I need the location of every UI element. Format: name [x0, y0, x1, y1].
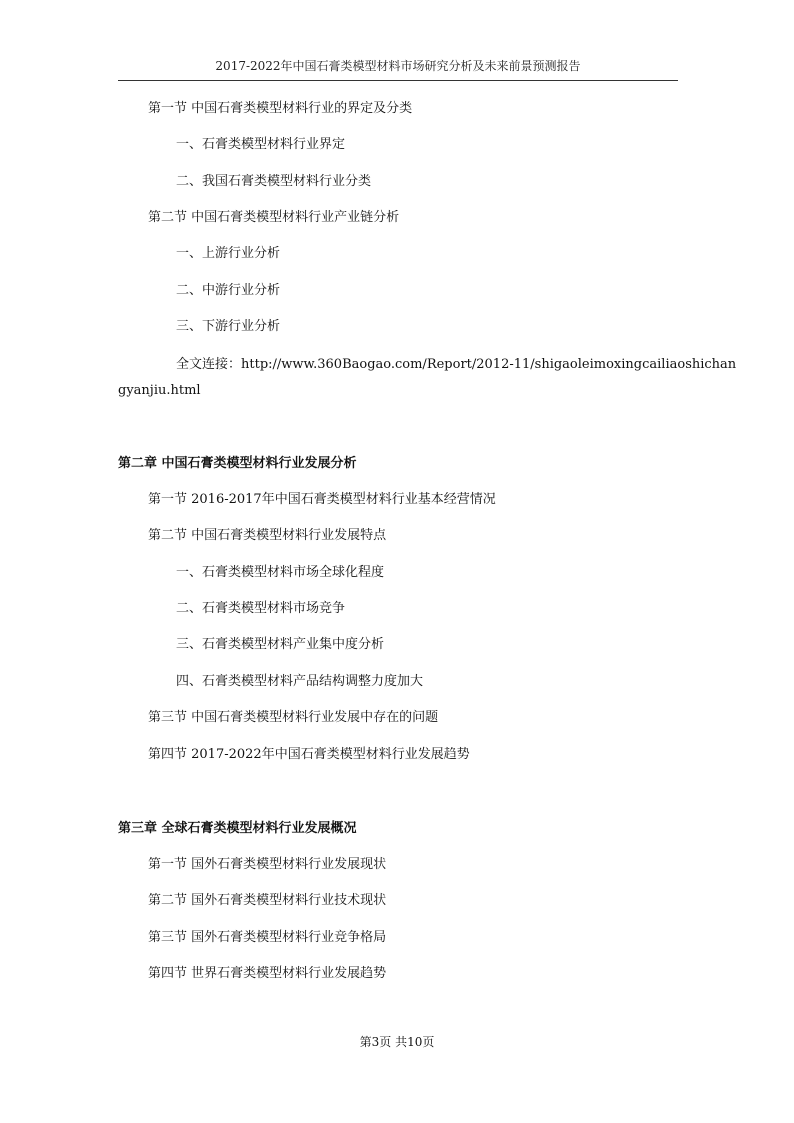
page-number: 第3页 共10页: [359, 1035, 435, 1049]
toc-section: 第二节 中国石膏类模型材料行业发展特点: [148, 528, 387, 543]
toc-section: 第三节 国外石膏类模型材料行业竞争格局: [148, 930, 387, 945]
toc-section: 第四节 世界石膏类模型材料行业发展趋势: [148, 966, 387, 981]
full-text-link-continued[interactable]: gyanjiu.html: [118, 383, 201, 398]
toc-section: 第二节 中国石膏类模型材料行业产业链分析: [148, 210, 400, 225]
toc-subsection: 三、下游行业分析: [176, 319, 281, 334]
toc-chapter: 第三章 全球石膏类模型材料行业发展概况: [118, 821, 357, 836]
toc-subsection: 二、我国石膏类模型材料行业分类: [176, 174, 372, 189]
toc-section: 第三节 中国石膏类模型材料行业发展中存在的问题: [148, 710, 439, 725]
toc-subsection: 三、石膏类模型材料产业集中度分析: [176, 637, 385, 652]
header-divider: [118, 80, 678, 81]
page-header: 2017-2022年中国石膏类模型材料市场研究分析及未来前景预测报告: [215, 59, 581, 73]
full-text-link[interactable]: 全文连接：http://www.360Baogao.com/Report/2012-11/shigaoleimoxingcailiaoshichan: [176, 357, 737, 372]
toc-subsection: 一、上游行业分析: [176, 246, 281, 261]
toc-chapter: 第二章 中国石膏类模型材料行业发展分析: [118, 456, 357, 471]
toc-section: 第一节 国外石膏类模型材料行业发展现状: [148, 857, 387, 872]
toc-section: 第四节 2017-2022年中国石膏类模型材料行业发展趋势: [148, 747, 470, 762]
toc-subsection: 一、石膏类模型材料市场全球化程度: [176, 565, 385, 580]
toc-subsection: 一、石膏类模型材料行业界定: [176, 137, 346, 152]
toc-subsection: 二、中游行业分析: [176, 283, 281, 298]
toc-subsection: 二、石膏类模型材料市场竞争: [176, 601, 346, 616]
toc-section: 第二节 国外石膏类模型材料行业技术现状: [148, 893, 387, 908]
toc-section: 第一节 2016-2017年中国石膏类模型材料行业基本经营情况: [148, 492, 496, 507]
toc-section: 第一节 中国石膏类模型材料行业的界定及分类: [148, 101, 413, 116]
toc-subsection: 四、石膏类模型材料产品结构调整力度加大: [176, 674, 424, 689]
